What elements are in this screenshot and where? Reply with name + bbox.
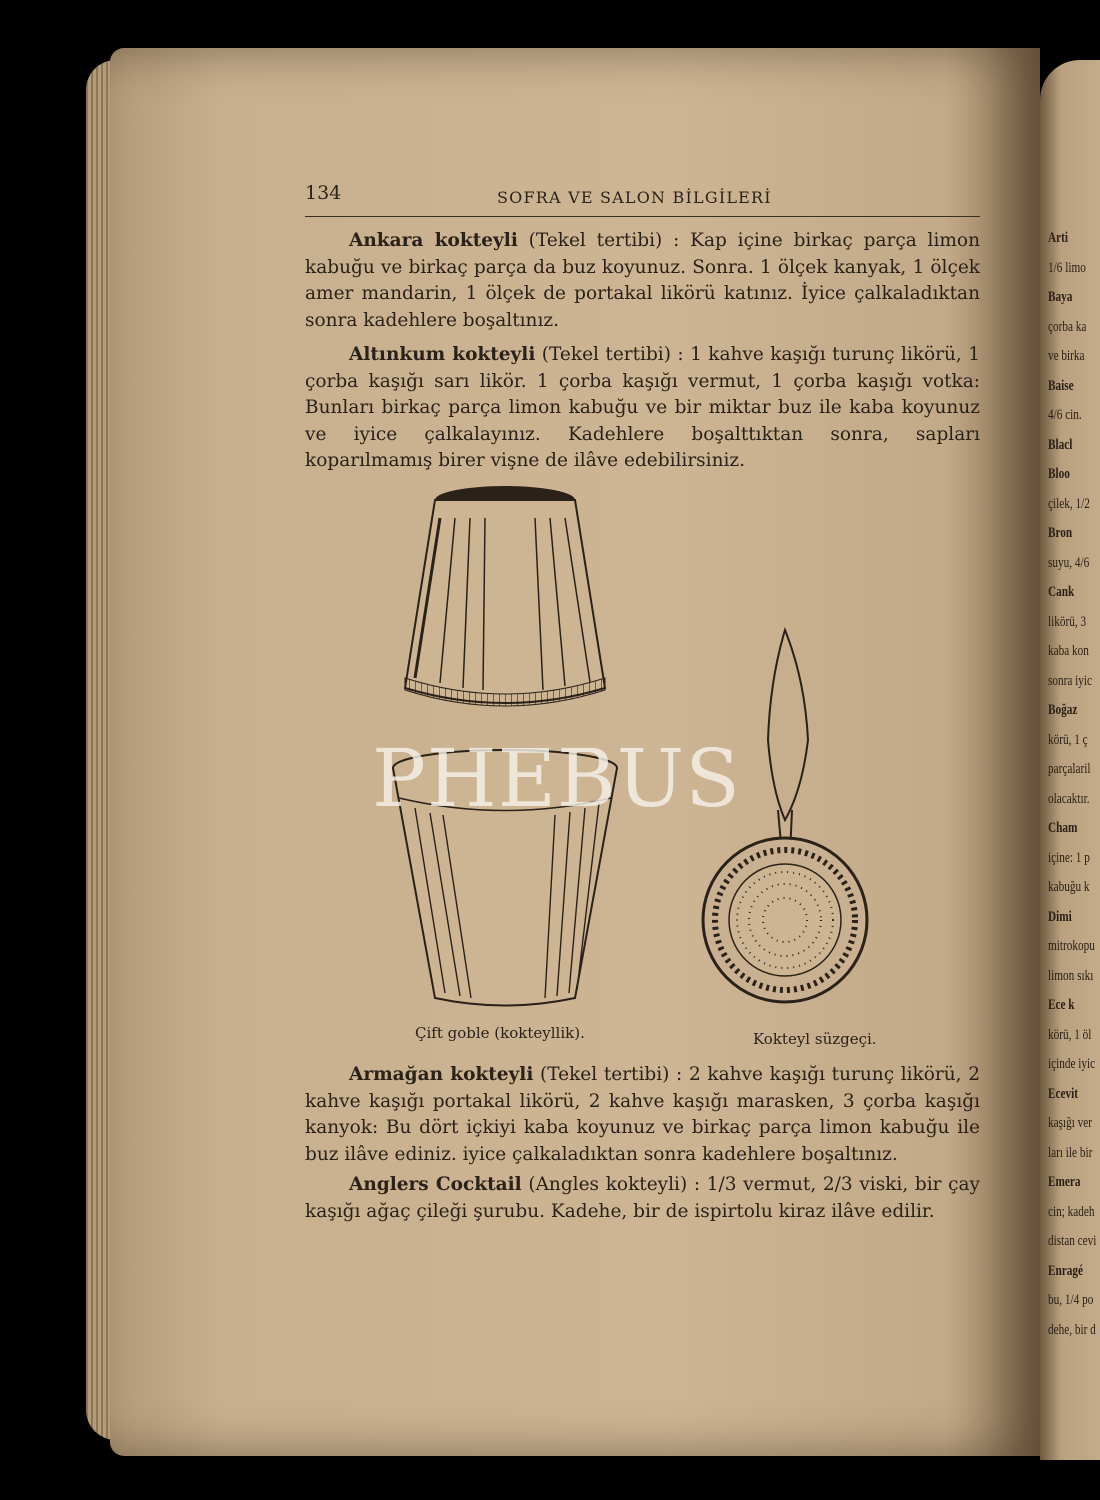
next-page-fragment: ve birka (1048, 348, 1085, 364)
next-page-fragment: çorba ka (1048, 318, 1087, 335)
strainer-caption: Kokteyl süzgeçi. (753, 1030, 877, 1048)
next-page-fragment: sonra iyic (1048, 672, 1093, 689)
next-page-fragment: Boğaz (1048, 702, 1078, 718)
next-page-fragment: Ecevit (1048, 1085, 1078, 1102)
next-page-fragment: Ece k (1048, 997, 1075, 1013)
next-page-fragment: Bloo (1048, 466, 1070, 482)
next-page-fragment: cin; kadeh (1048, 1203, 1095, 1220)
next-page-fragment: içinde iyic (1048, 1056, 1096, 1072)
text-block-top (305, 228, 980, 475)
running-title: SOFRA VE SALON BİLGİLERİ (497, 188, 772, 207)
next-page-fragment: Baise (1048, 377, 1074, 394)
text-block-bottom (305, 1062, 980, 1225)
next-page-fragment: distan cevi (1048, 1233, 1097, 1249)
next-page-fragment: kaşığı ver (1048, 1115, 1093, 1131)
next-page-fragment: Cham (1048, 820, 1078, 836)
next-page-fragment: ları ile bir (1048, 1144, 1093, 1161)
next-page-fragment: körü, 1 öl (1048, 1026, 1092, 1043)
recipe-title: Altınkum kokteyli (349, 344, 536, 365)
recipe-title: Anglers Cocktail (349, 1174, 522, 1195)
recipe-body: (Angles kokteyli) : 1/3 vermut, 2/3 viski, bir çay kaşığı ağaç çileği şurubu. Kadehe, bir de ispirtolu kiraz ilâve edilir. (305, 1174, 980, 1222)
next-page-fragment: olacaktır. (1048, 790, 1090, 807)
next-page-fragment: likörü, 3 (1048, 613, 1087, 630)
next-page-fragment: çilek, 1/2 (1048, 495, 1090, 512)
recipe-title: Armağan kokteyli (349, 1064, 534, 1085)
next-page-fragment: 1/6 limo (1048, 259, 1086, 276)
recipe-paragraph (305, 1062, 980, 1168)
next-page-fragment: mitrokopu (1048, 938, 1095, 954)
next-page-fragment: kabuğu k (1048, 879, 1090, 895)
next-page-fragment: dehe, bir d (1048, 1321, 1096, 1338)
next-page-fragment: limon sıkı (1048, 967, 1094, 984)
next-page-fragment: Blacl (1048, 436, 1073, 453)
next-page-fragment: Emera (1048, 1174, 1081, 1190)
recipe-paragraph (305, 1172, 980, 1225)
page-number: 134 (305, 182, 342, 204)
next-page-fragment: bu, 1/4 po (1048, 1292, 1094, 1308)
recipe-body: (Tekel tertibi) : Kap içine birkaç parça limon kabuğu ve birkaç parça da buz koyunuz. Sonra. 1 ölçek kanyak, 1 ölçek amer mandarin, 1 ölçek de portakal likörü katınız. İyice çalkaladıktan sonra kadehlere boşaltınız. (305, 230, 980, 331)
recipe-body: (Tekel tertibi) : 2 kahve kaşığı turunç likörü, 2 kahve kaşığı portakal likörü, 2 kahve kaşığı marasken, 3 çorba kaşığı kanyok: Bu dört içkiyi kaba koyunuz ve birkaç parça limon kabuğu ile buz ilâve ediniz. iyice çalkaladıktan sonra kadehlere boşaltınız. (305, 1064, 980, 1165)
next-page-fragment: kaba kon (1048, 643, 1089, 659)
next-page-fragment: 4/6 cin. (1048, 407, 1082, 423)
phebus-watermark: PHEBUS (372, 732, 742, 825)
shaker-caption: Çift goble (kokteyllik). (415, 1024, 585, 1042)
recipe-paragraph (305, 228, 980, 334)
page-header (305, 180, 980, 218)
next-page-fragment: Dimi (1048, 908, 1072, 925)
recipe-body: (Tekel tertibi) : 1 kahve kaşığı turunç likörü, 1 çorba kaşığı sarı likör. 1 çorba kaşığı vermut, 1 çorba kaşığı votka: Bunları birkaç parça limon kabuğu ve bir miktar buz ile kaba koyunuz ve iyice çalkalayınız. Kadehlere boşalttıktan sonra, sapları koparılmamış birer vişne de ilâve edebilirsiniz. (305, 344, 980, 471)
header-rule (305, 216, 980, 217)
next-page-fragment: Baya (1048, 289, 1073, 305)
next-page-fragment: körü, 1 ç (1048, 731, 1088, 748)
next-page-fragment: Arti (1048, 230, 1068, 246)
next-page-fragment: parçalaril (1048, 761, 1091, 777)
next-page-edge (1040, 60, 1100, 1460)
next-page-fragment: Bron (1048, 525, 1073, 541)
next-page-fragment: Cank (1048, 584, 1075, 600)
next-page-fragment: içine: 1 p (1048, 849, 1090, 866)
recipe-title: Ankara kokteyli (349, 230, 518, 251)
recipe-paragraph (305, 342, 980, 475)
next-page-fragment: suyu, 4/6 (1048, 554, 1090, 571)
next-page-fragment: Enragé (1048, 1262, 1084, 1279)
